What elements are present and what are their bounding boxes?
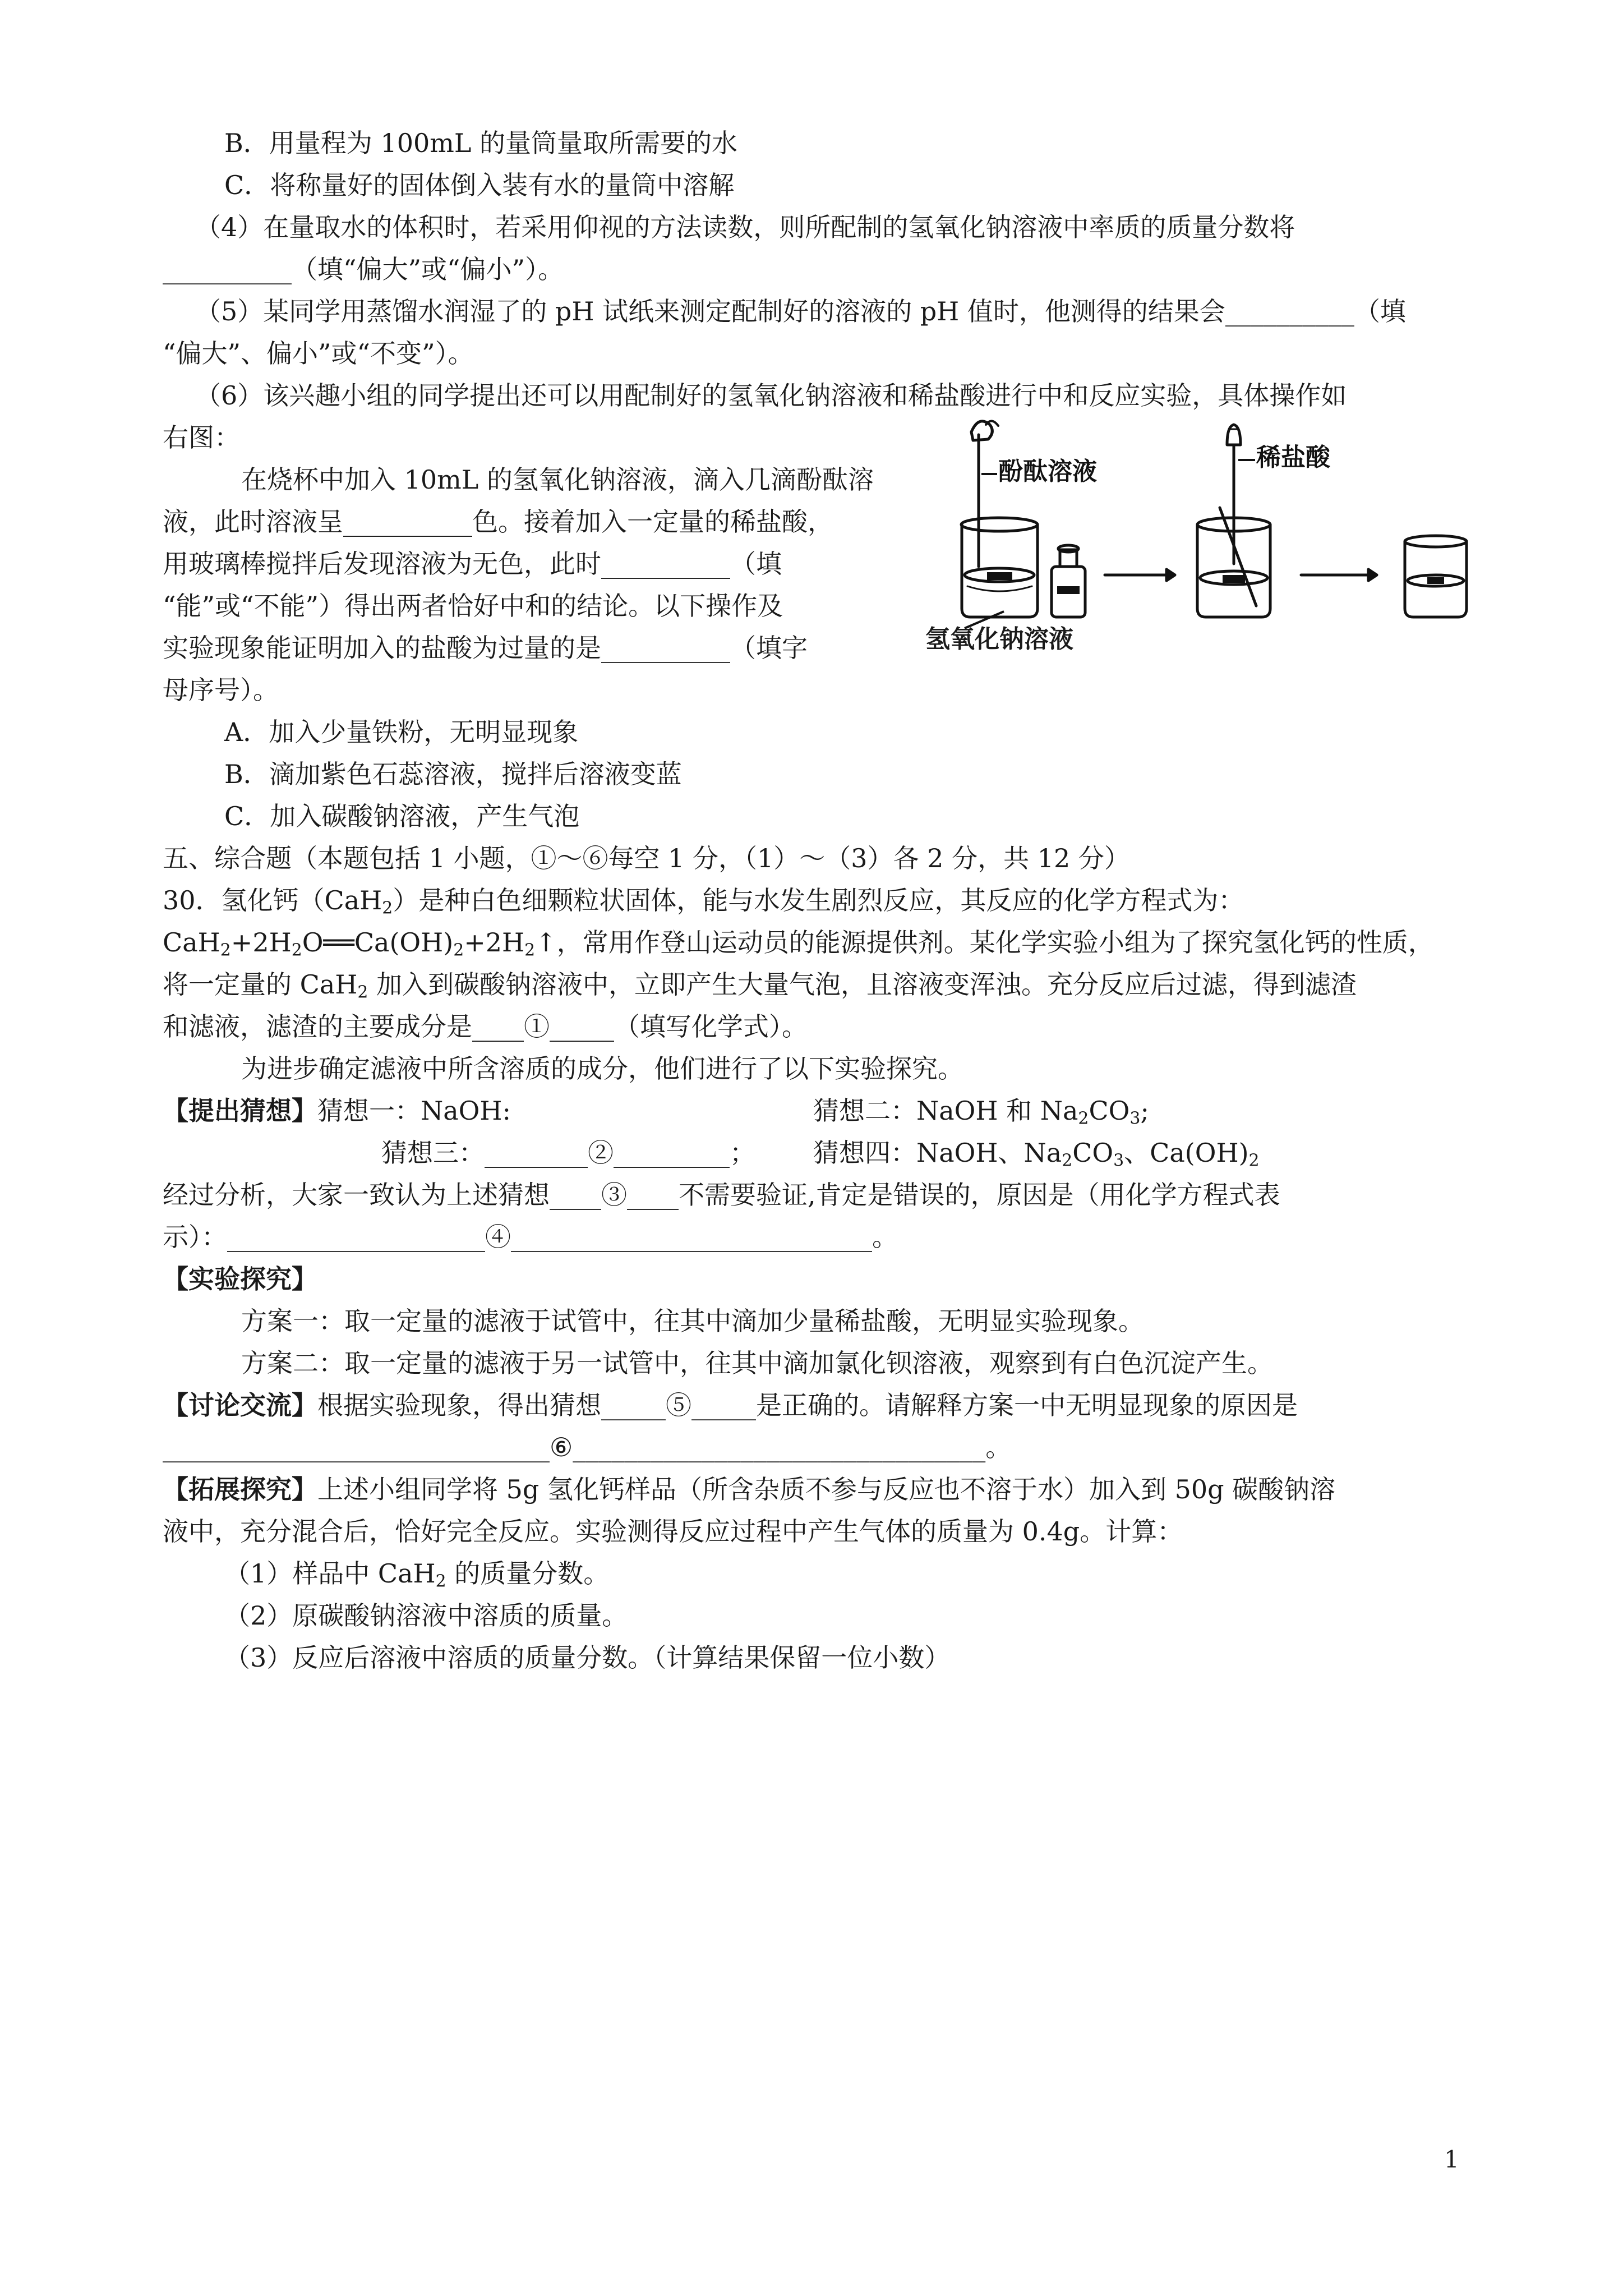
question-6-line2: 右图：: [163, 422, 240, 453]
hypothesis-line1: 【提出猜想】猜想一：NaOH:: [163, 1096, 511, 1126]
plan-1: 方案一：取一定量的滤液于试管中，往其中滴加少量稀盐酸，无明显实验现象。: [241, 1306, 1144, 1336]
analysis-line2: 示）：____________________④____________________________。: [163, 1222, 898, 1252]
reagent-bottle-icon: [1052, 545, 1085, 617]
naoh-solution-label: 氢氧化钠溶液: [925, 625, 1073, 654]
hcl-label: 稀盐酸: [1256, 443, 1330, 472]
question-6-line1: （6）该兴趣小组的同学提出还可以用配制好的氢氧化钠溶液和稀盐酸进行中和反应实验，具体操作如: [195, 380, 1347, 411]
calc-1: （1）样品中 CaH$_2$ 的质量分数。: [224, 1558, 610, 1591]
question-5-line1: （5）某同学用蒸馏水润湿了的 pH 试纸来测定配制好的溶液的 pH 值时，他测得的结果会__________（填: [195, 296, 1406, 326]
question-30-line5: 为进步确定滤液中所含溶质的成分，他们进行了以下实验探究。: [241, 1053, 963, 1084]
analysis-line1: 经过分析，大家一致认为上述猜想____③____不需要验证,肯定是错误的，原因是（用化学方程式表: [163, 1180, 1280, 1210]
hypothesis-2: 猜想二：NaOH 和 $Na_2CO_3$;: [813, 1096, 1149, 1129]
calc-3: （3）反应后溶液中溶质的质量分数。（计算结果保留一位小数）: [224, 1642, 951, 1673]
question-30-line1: 30．氢化钙（CaH$_2$）是种白色细颗粒状固体，能与水发生剧烈反应，其反应的化学方程式为：: [163, 885, 1244, 918]
question-6-para-line5: 实验现象能证明加入的盐酸为过量的是__________（填字: [163, 633, 808, 663]
question-6-para-line2: 液，此时溶液呈__________色。接着加入一定量的稀盐酸，: [163, 507, 833, 537]
dropper-icon: [971, 421, 998, 567]
option-b-line: B．用量程为 100mL 的量筒量取所需要的水: [224, 128, 738, 158]
question-4-line2: __________（填“偏大”或“偏小”）。: [163, 254, 564, 284]
beaker-1-icon: [961, 518, 1038, 617]
page-number: 1: [1444, 2146, 1459, 2173]
section-5-heading: 五、综合题（本题包括 1 小题，①～⑥每空 1 分，（1）～（3）各 2 分，共 12 分）: [163, 843, 1130, 873]
discussion-line1: 【讨论交流】根据实验现象，得出猜想_____⑤_____是正确的。请解释方案一中无明显现象的原因是: [163, 1390, 1298, 1420]
neutralization-experiment-figure: [920, 418, 1492, 631]
calc-2: （2）原碳酸钠溶液中溶质的质量。: [224, 1600, 628, 1631]
question-30-line3: 将一定量的 CaH$_2$ 加入到碳酸钠溶液中，立即产生大量气泡，且溶液变浑浊。充分反应后过滤，得到滤渣: [163, 969, 1357, 1002]
hypothesis-3: 猜想三：________②_________；: [381, 1138, 755, 1168]
experiment-heading: 【实验探究】: [163, 1264, 317, 1294]
glass-rod-icon: [1220, 508, 1256, 606]
hypothesis-4: 猜想四：NaOH、$Na_2CO_3$、$Ca(OH)_2$: [813, 1138, 1260, 1171]
beaker-3-icon: [1405, 536, 1467, 617]
extension-line1: 【拓展探究】上述小组同学将 5g 氢化钙样品（所含杂质不参与反应也不溶于水）加入到 50g 碳酸钠溶: [163, 1474, 1336, 1504]
phenolphthalein-label: 酚酞溶液: [998, 457, 1097, 486]
extension-line2: 液中，充分混合后，恰好完全反应。实验测得反应过程中产生气体的质量为 0.4g。计算：: [163, 1516, 1183, 1547]
question-6-para-line3: 用玻璃棒搅拌后发现溶液为无色，此时__________（填: [163, 549, 782, 579]
plan-2: 方案二：取一定量的滤液于另一试管中，往其中滴加氯化钡溶液，观察到有白色沉淀产生。: [241, 1348, 1273, 1378]
question-4-line1: （4）在量取水的体积时，若采用仰视的方法读数，则所配制的氢氧化钠溶液中率质的质量分数将: [195, 212, 1295, 242]
question-6-para-line6: 母序号）。: [163, 675, 279, 705]
question-5-line2: “偏大”、偏小”或“不变”）。: [163, 338, 474, 369]
choice-a: A．加入少量铁粉，无明显现象: [224, 717, 579, 747]
arrow-right-icon-2: [1301, 569, 1377, 581]
question-30-equation-line: $CaH_2+2H_2O══Ca(OH)_2+2H_2↑$，常用作登山运动员的能源提供剂。某化学实验小组为了探究氢化钙的性质，: [163, 927, 1434, 960]
option-c-line: C．将称量好的固体倒入装有水的量筒中溶解: [224, 170, 735, 200]
discussion-line2: ______________________________⑥________________________________。: [163, 1432, 1012, 1462]
choice-b: B．滴加紫色石蕊溶液，搅拌后溶液变蓝: [224, 759, 682, 789]
question-6-para-line4: “能”或“不能”）得出两者恰好中和的结论。以下操作及: [163, 591, 783, 621]
question-30-line4: 和滤液，滤渣的主要成分是____①_____（填写化学式）。: [163, 1011, 808, 1042]
question-6-para-line1: 在烧杯中加入 10mL 的氢氧化钠溶液，滴入几滴酚酞溶: [241, 464, 874, 495]
arrow-right-icon: [1105, 569, 1175, 581]
choice-c: C．加入碳酸钠溶液，产生气泡: [224, 801, 580, 831]
